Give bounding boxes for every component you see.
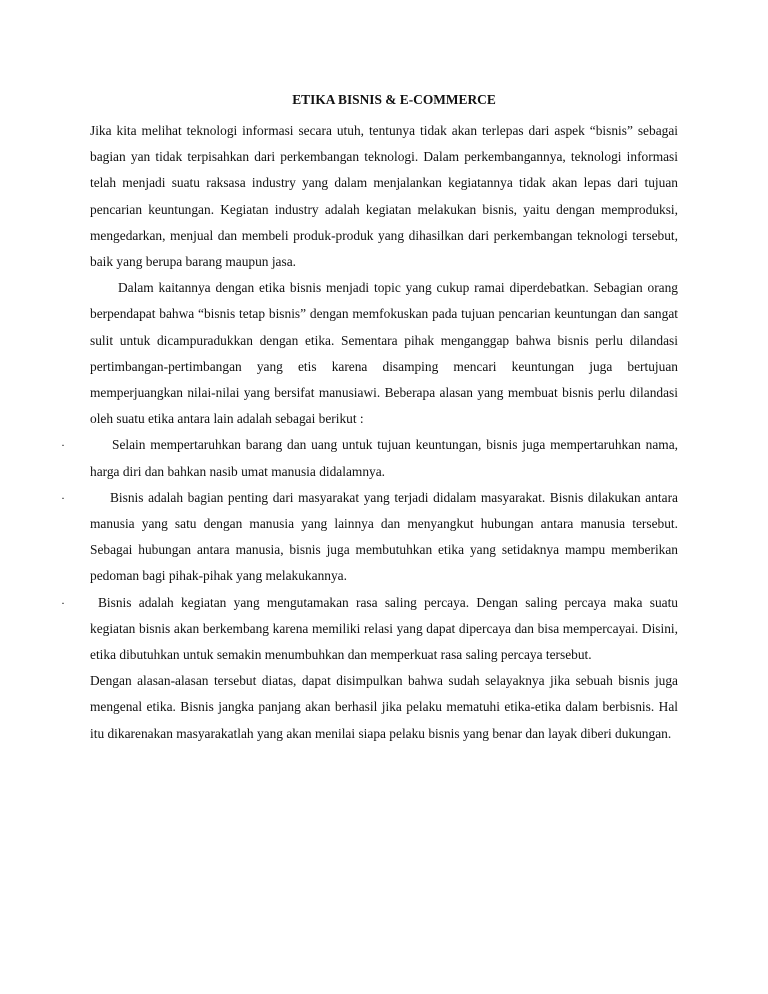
bullet-marker: · [61,438,65,453]
bullet-item [61,590,678,669]
document-body [61,118,678,747]
bullet-item [61,485,678,590]
bullet-text: Bisnis adalah bagian penting dari masyarakat yang terjadi didalam masyarakat. Bisnis dilakukan antara manusia yang satu dengan manusia yang lainnya dan menyangkut hubungan antara manusia tersebut. Sebagai hubungan antara manusia, bisnis juga membutuhkan etika yang setidaknya mampu memberikan pedoman bagi pihak-pihak yang melakukannya. [90,489,678,584]
document-title: ETIKA BISNIS & E-COMMERCE [292,92,496,107]
paragraph-conclusion: Dengan alasan-alasan tersebut diatas, dapat disimpulkan bahwa sudah selayaknya jika sebuah bisnis juga mengenal etika. Bisnis jangka panjang akan berhasil jika pelaku mematuhi etika-etika dalam berbisnis. Hal itu dikarenakan masyarakatlah yang akan menilai siapa pelaku bisnis yang benar dan layak diberi dukungan. [90,673,678,741]
bullet-item [61,432,678,484]
bullet-text: Selain mempertaruhkan barang dan uang untuk tujuan keuntungan, bisnis juga mempertaruhkan nama, harga diri dan bahkan nasib umat manusia didalamnya. [90,437,678,479]
bullet-text: Bisnis adalah kegiatan yang mengutamakan rasa saling percaya. Dengan saling percaya maka suatu kegiatan bisnis akan berkembang karena memiliki relasi yang dapat dipercaya dan bisa mempercayai. Disini, etika dibutuhkan untuk semakin menumbuhkan dan memperkuat rasa saling percaya tersebut. [90,594,678,663]
paragraph-intro: Jika kita melihat teknologi informasi secara utuh, tentunya tidak akan terlepas dari aspek “bisnis” sebagai bagian yan tidak terpisahkan dari perkembangan teknologi. Dalam perkembangannya, teknologi informasi telah menjadi suatu raksasa industry yang dalam menjalankan kegiatannya tidak akan lepas dari tujuan pencarian keuntungan. Kegiatan industry adalah kegiatan melakukan bisnis, yaitu dengan memproduksi, mengedarkan, menjual dan membeli produk-produk yang dihasilkan dari perkembangan teknologi tersebut, baik yang berupa barang maupun jasa. [90,123,678,270]
paragraph-ethics: Dalam kaitannya dengan etika bisnis menjadi topic yang cukup ramai diperdebatkan. Sebagian orang berpendapat bahwa “bisnis tetap bisnis” dengan memfokuskan pada tujuan pencarian keuntungan dan sangat sulit untuk dicampuradukkan dengan etika. Sementara pihak menganggap bahwa bisnis perlu dilandasi pertimbangan-pertimbangan yang etis karena disamping mencari keuntungan juga bertujuan memperjuangkan nilai-nilai yang bersifat manusiawi. Beberapa alasan yang membuat bisnis perlu dilandasi oleh suatu etika antara lain adalah sebagai berikut : [90,280,678,427]
bullet-marker: · [61,595,65,610]
bullet-marker: · [61,490,65,505]
